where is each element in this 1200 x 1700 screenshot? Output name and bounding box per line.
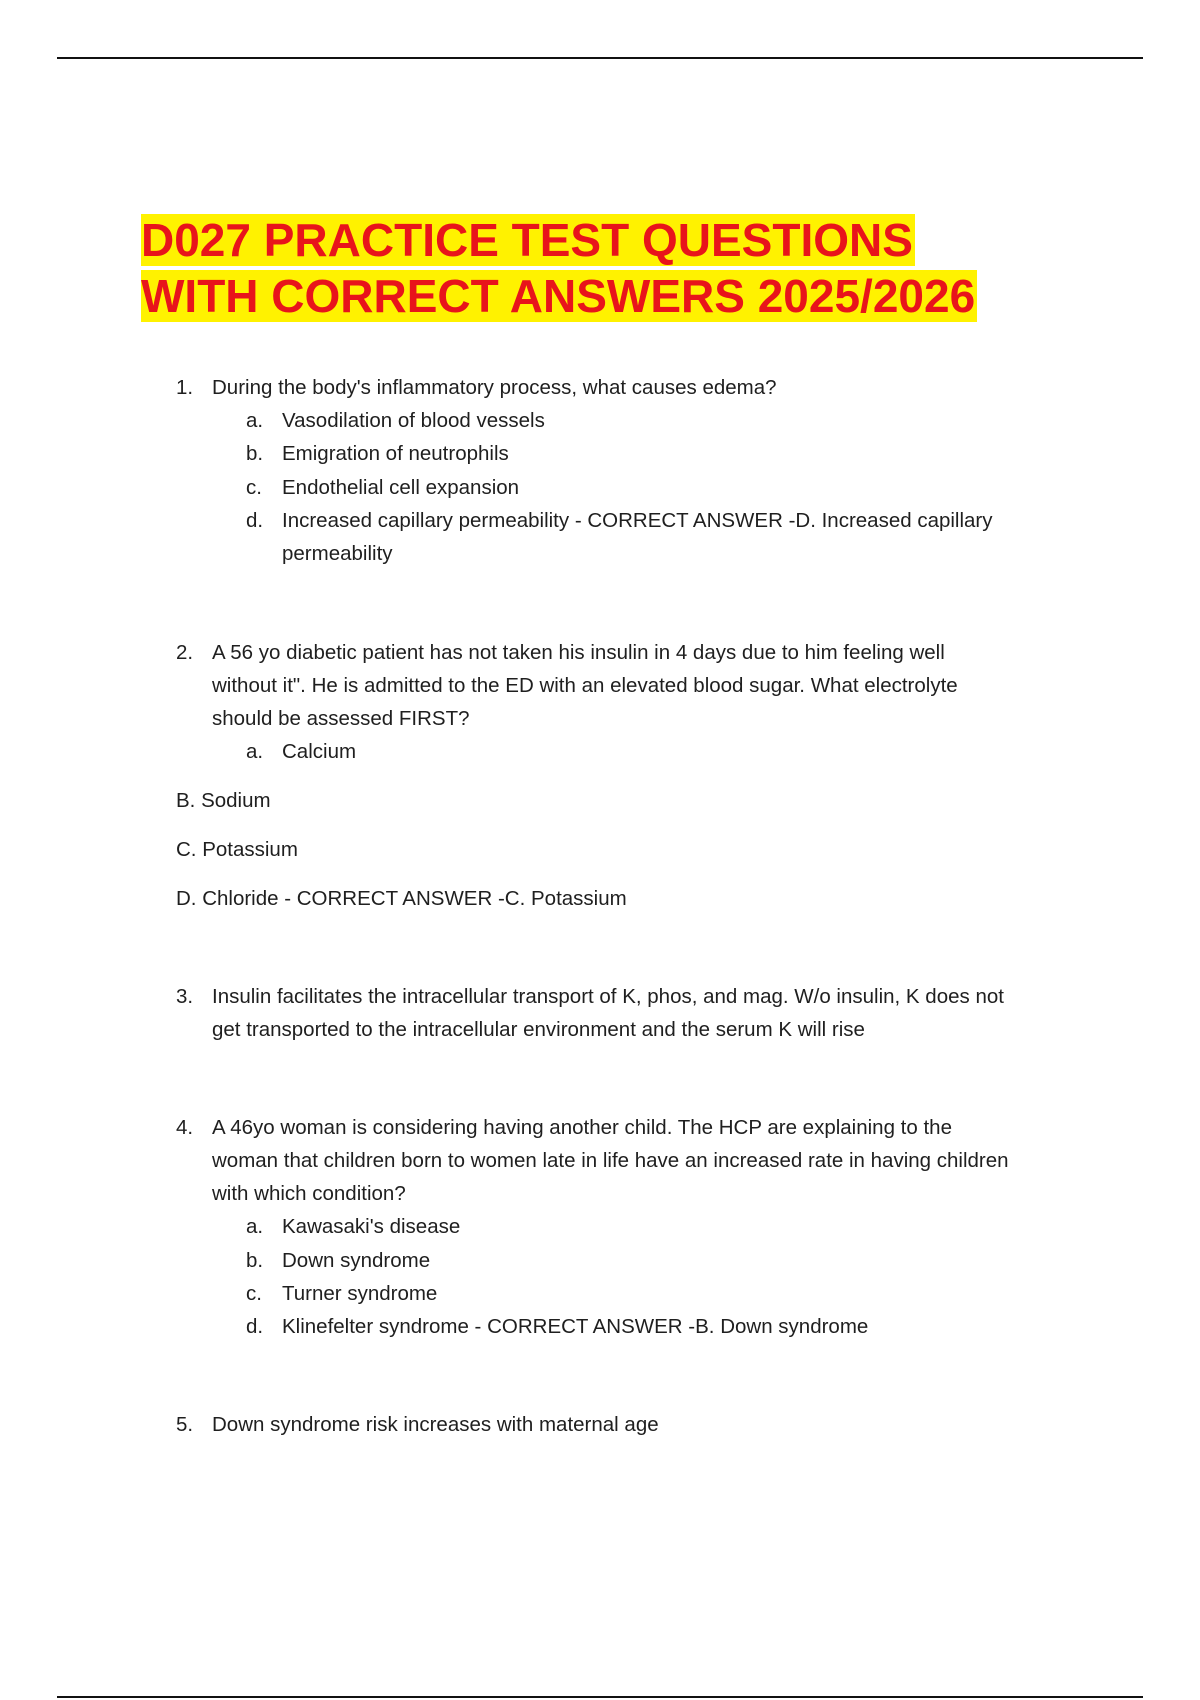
top-rule: [57, 57, 1143, 59]
option-letter: b.: [246, 1249, 264, 1272]
option-text: Emigration of neutrophils: [282, 442, 509, 465]
question-text-line: without it". He is admitted to the ED with an elevated blood sugar. What electrolyte: [212, 674, 958, 697]
option-letter: d.: [246, 1315, 264, 1338]
question-number: 1.: [176, 376, 194, 399]
option-text: Klinefelter syndrome - CORRECT ANSWER -B. Down syndrome: [282, 1315, 869, 1338]
title-line-2: WITH CORRECT ANSWERS 2025/2026: [141, 270, 976, 322]
title-line-1: D027 PRACTICE TEST QUESTIONS: [141, 214, 913, 266]
option-text: Endothelial cell expansion: [282, 476, 520, 499]
option-text: Turner syndrome: [282, 1282, 438, 1305]
question-text: Down syndrome risk increases with maternal age: [212, 1413, 659, 1436]
option-letter: a.: [246, 409, 264, 432]
question-text: During the body's inflammatory process, what causes edema?: [212, 376, 777, 399]
option-letter: a.: [246, 740, 264, 763]
option-text: C. Potassium: [176, 838, 298, 861]
question-number: 5.: [176, 1413, 194, 1436]
option-letter: d.: [246, 509, 264, 532]
option-text: Increased capillary permeability - CORRECT ANSWER -D. Increased capillary: [282, 509, 993, 532]
question-text-line: A 46yo woman is considering having another child. The HCP are explaining to the: [212, 1116, 952, 1139]
option-text: D. Chloride - CORRECT ANSWER -C. Potassium: [176, 887, 627, 910]
question-text-line: with which condition?: [212, 1182, 406, 1205]
option-letter: c.: [246, 1282, 262, 1305]
option-letter: a.: [246, 1215, 264, 1238]
question-number: 3.: [176, 985, 194, 1008]
question-text-line: get transported to the intracellular environment and the serum K will rise: [212, 1018, 865, 1041]
bottom-rule: [57, 1696, 1143, 1698]
option-text: Vasodilation of blood vessels: [282, 409, 545, 432]
question-number: 2.: [176, 641, 194, 664]
option-text: B. Sodium: [176, 789, 271, 812]
option-letter: b.: [246, 442, 264, 465]
option-text: Kawasaki's disease: [282, 1215, 461, 1238]
option-text: Calcium: [282, 740, 357, 763]
question-number: 4.: [176, 1116, 194, 1139]
question-text-line: Insulin facilitates the intracellular transport of K, phos, and mag. W/o insulin, K does not: [212, 985, 1004, 1008]
option-text: Down syndrome: [282, 1249, 431, 1272]
option-letter: c.: [246, 476, 262, 499]
question-text-line: should be assessed FIRST?: [212, 707, 470, 730]
question-text-line: A 56 yo diabetic patient has not taken his insulin in 4 days due to him feeling well: [212, 641, 945, 664]
option-text-continued: permeability: [282, 542, 393, 565]
document-title: [141, 212, 977, 324]
question-text-line: woman that children born to women late in life have an increased rate in having children: [212, 1149, 1009, 1172]
